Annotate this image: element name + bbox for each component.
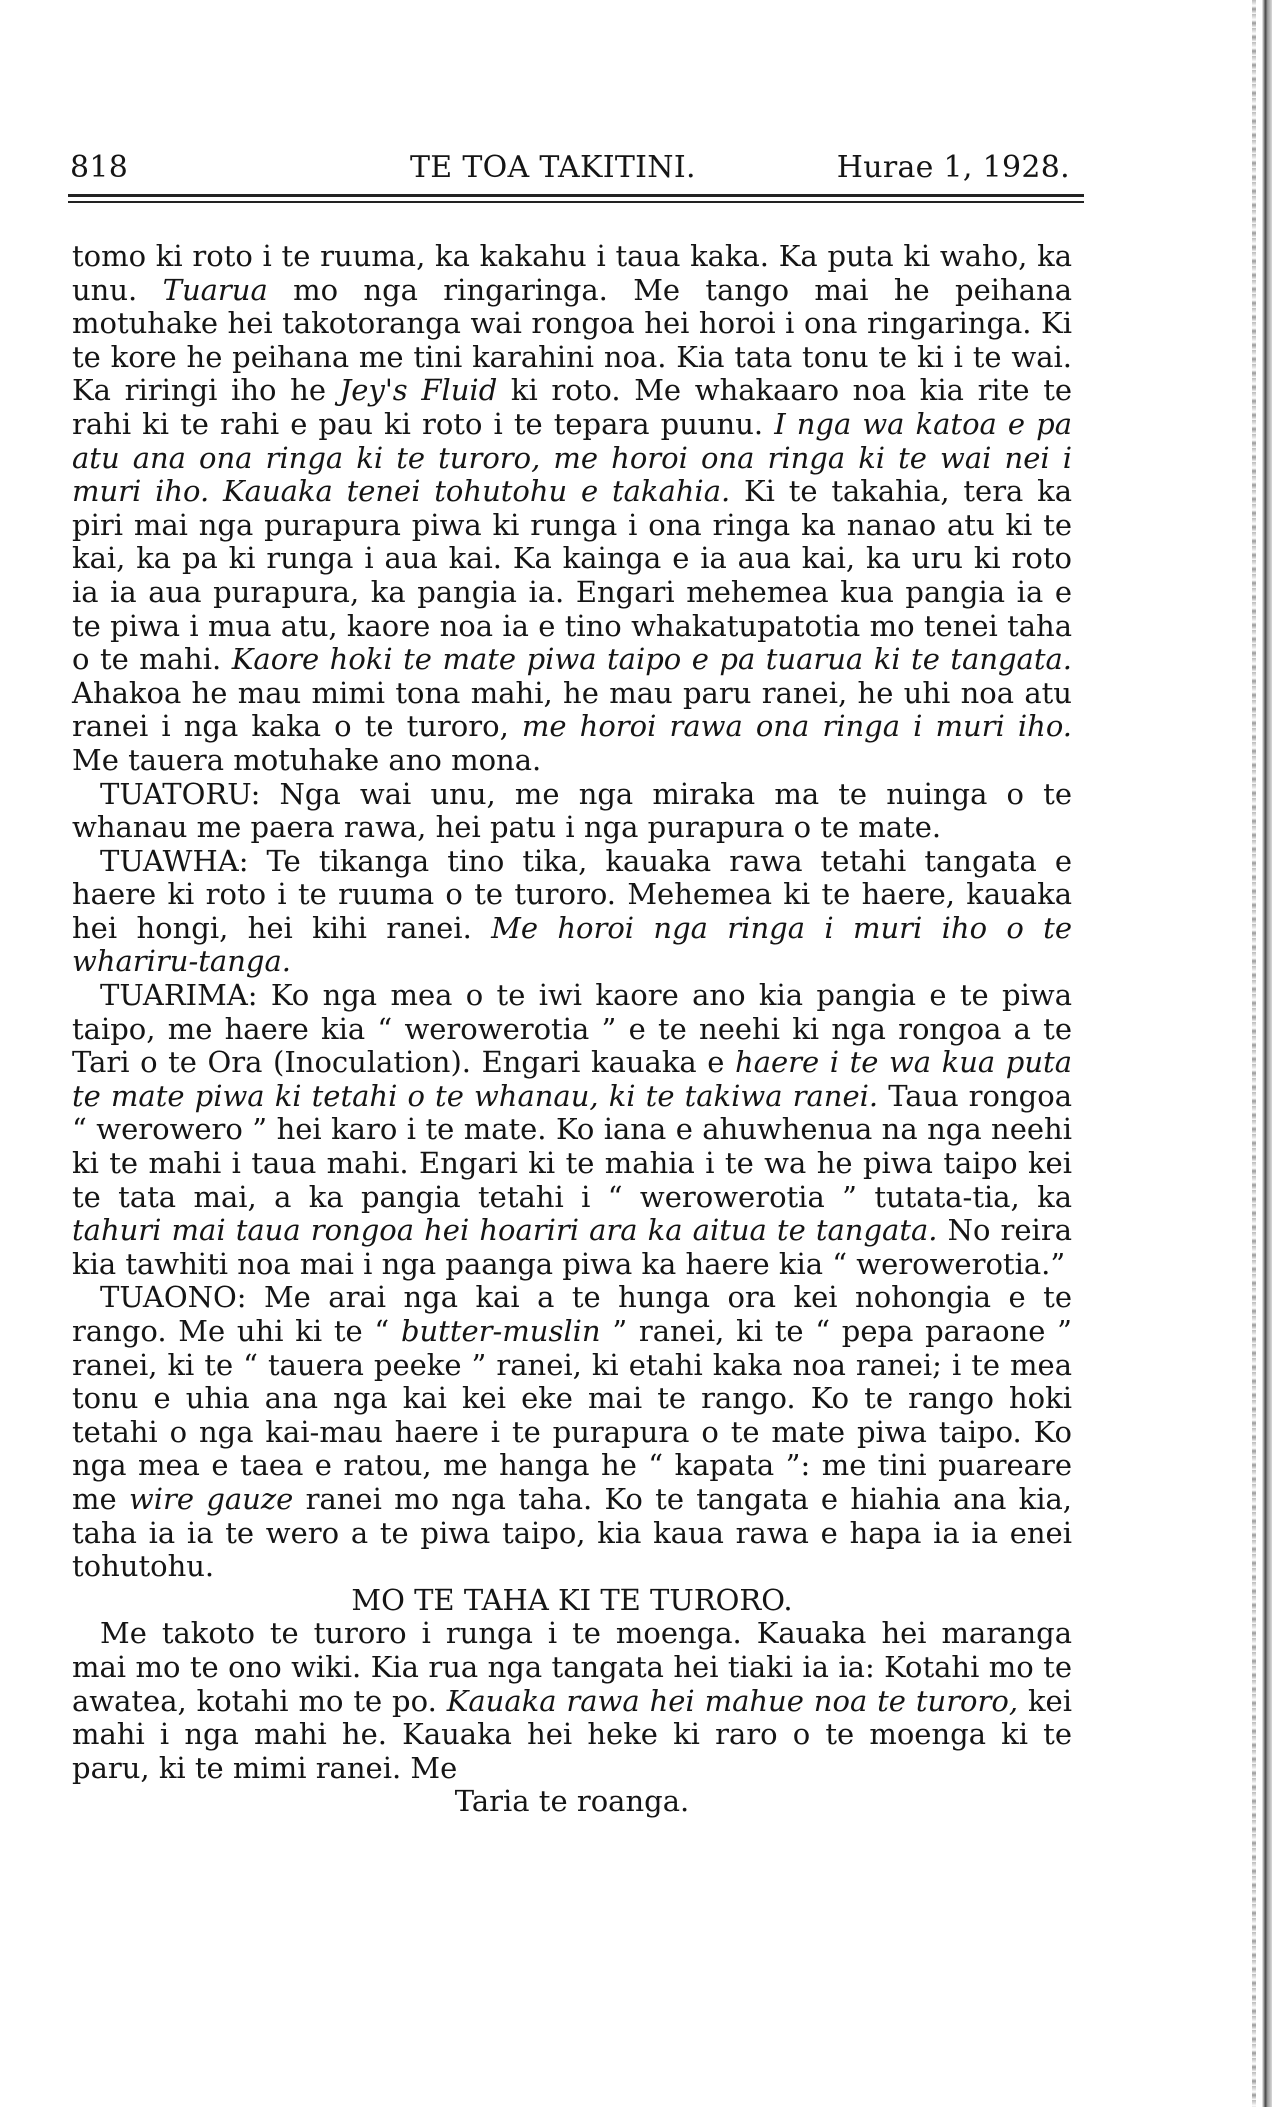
section-heading: MO TE TAHA KI TE TURORO. [351, 1582, 793, 1617]
binding-edge [1262, 0, 1272, 2107]
publication-title: TE TOA TAKITINI. [410, 150, 696, 185]
paragraph-tuarima: TUARIMA: Ko nga mea o te iwi kaore ano kia pangia e te piwa taipo, me haere kia “ werowerotia ” e te neehi ki nga rongoa a te Tari o te Ora (Inoculation). Engari kauaka e haere i te wa kua puta te mate piwa ki tetahi o te whanau, ki te takiwa ranei. Taua rongoa “ werowero ” hei karo i te mate. Ko iana e ahuwhenua na nga neehi ki te mahi i taua mahi. Engari ki te mahia i te wa he piwa taipo kei te tata mai, a ka pangia tetahi i “ werowerotia ” tutata-tia, ka tahuri mai taua rongoa hei hoariri ara ka aitua te tangata. No reira kia tawhiti noa mai i nga paanga piwa ka haere kia “ werowerotia.” [72, 978, 1072, 1281]
article-body [72, 240, 1072, 1819]
binding-edge-speckle [1252, 0, 1256, 2107]
continued-note: Taria te roanga. [454, 1784, 690, 1819]
paragraph-tuaono: TUAONO: Me arai nga kai a te hunga ora kei nohongia e te rango. Me uhi ki te “ butter-muslin ” ranei, ki te “ pepa paraone ” ranei, ki te “ tauera peeke ” ranei, ki etahi kaka noa ranei; i te mea tonu e uhia ana nga kai kei eke mai te rango. Ko te rango hoki tetahi o nga kai-mau haere i te purapura o te mate piwa taipo. Ko nga mea e taea e ratou, me hanga he “ kapata ”: me tini puareare me wire gauze ranei mo nga taha. Ko te tangata e hiahia ana kia, taha ia ia te wero a te piwa taipo, kia kaua rawa e hapa ia ia enei tohutohu. [72, 1280, 1073, 1584]
running-header [70, 150, 1070, 190]
paragraph-continued: tomo ki roto i te ruuma, ka kakahu i taua kaka. Ka puta ki waho, ka unu. Tuarua mo nga ringaringa. Me tango mai he peihana motuhake hei takotoranga wai rongoa hei horoi i ona ringaringa. Ki te kore he peihana me tini karahini noa. Kia tata tonu te ki i te wai. Ka riringi iho he Jey's Fluid ki roto. Me whakaaro noa kia rite te rahi ki te rahi e pau ki roto i te tepara puunu. I nga wa katoa e pa atu ana ona ringa ki te turoro, me horoi ona ringa ki te wai nei i muri iho. Kauaka tenei tohutohu e takahia. Ki te takahia, tera ka piri mai nga purapura piwa ki runga i ona ringa ka nanao atu ki te kai, ka pa ki runga i aua kai. Ka kainga e ia aua kai, ka uru ki roto ia ia aua purapura, ka pangia ia. Engari mehemea kua pangia ia e te piwa i mua atu, kaore noa ia e tino whakatupatotia mo tenei taha o te mahi. Kaore hoki te mate piwa taipo e pa tuarua ki te tangata. Ahakoa he mau mimi tona mahi, he mau paru ranei, he uhi noa atu ranei i nga kaka o te turoro, me horoi rawa ona ringa i muri iho. Me tauera motuhake ano mona. [72, 239, 1073, 777]
paragraph-turoro: Me takoto te turoro i runga i te moenga. Kauaka hei maranga mai mo te ono wiki. Kia rua nga tangata hei tiaki ia ia: Kotahi mo te awatea, kotahi mo te po. Kauaka rawa hei mahue noa te turoro, kei mahi i nga mahi he. Kauaka hei heke ki raro o te moenga ki te paru, ki te mimi ranei. Me [72, 1616, 1072, 1785]
page-number: 818 [70, 150, 129, 185]
paragraph-tuawha: TUAWHA: Te tikanga tino tika, kauaka rawa tetahi tangata e haere ki roto i te ruuma o te turoro. Mehemea ki te haere, kauaka hei hongi, hei kihi ranei. Me horoi nga ringa i muri iho o te whariru-tanga. [72, 843, 1072, 979]
paragraph-tuatoru: TUATORU: Nga wai unu, me nga miraka ma te nuinga o te whanau me paera rawa, hei patu i nga purapura o te mate. [72, 776, 1072, 845]
issue-date: Hurae 1, 1928. [836, 150, 1070, 185]
header-rule-thick [68, 194, 1084, 197]
header-rule-thin [68, 201, 1084, 203]
